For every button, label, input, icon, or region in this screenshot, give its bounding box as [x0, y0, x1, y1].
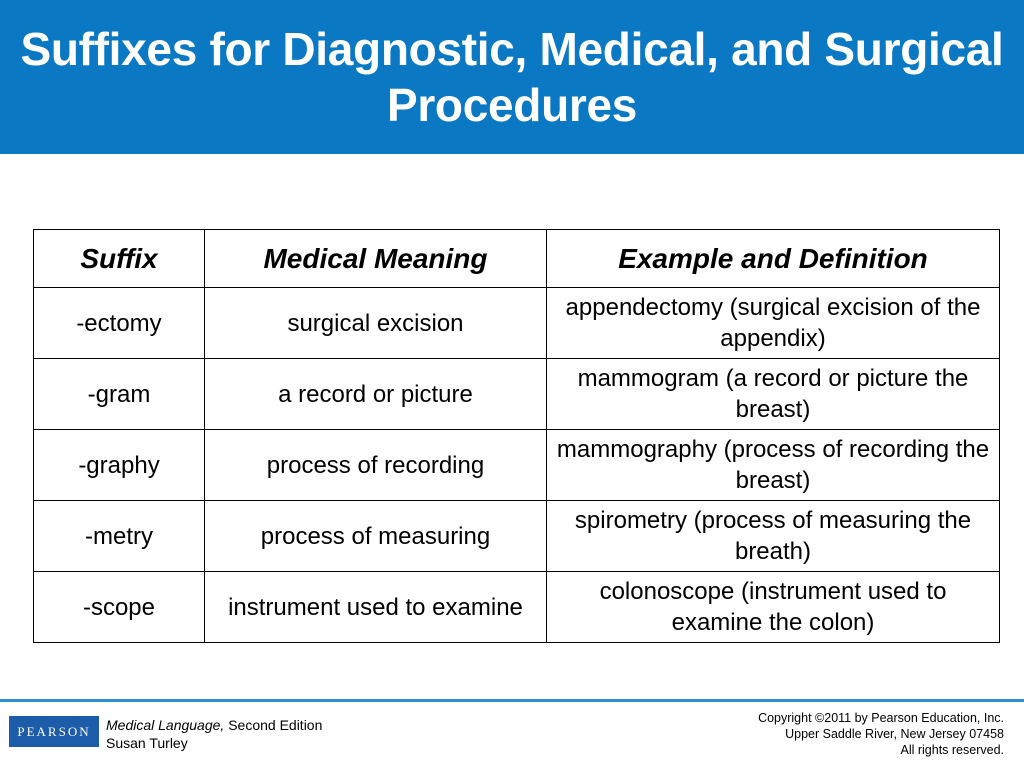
book-title: Medical Language, [106, 717, 225, 733]
pearson-logo: PEARSON [9, 716, 99, 747]
suffix-cell: -ectomy [34, 288, 205, 359]
book-author: Susan Turley [106, 735, 188, 751]
example-cell: spirometry (process of measuring the breath) [547, 501, 1000, 572]
table-row [34, 288, 1000, 359]
suffix-cell: -gram [34, 359, 205, 430]
book-edition: Second Edition [228, 717, 323, 733]
meaning-cell: a record or picture [205, 359, 547, 430]
meaning-cell: surgical excision [205, 288, 547, 359]
table-row [34, 572, 1000, 643]
book-credit [106, 716, 322, 752]
meaning-cell: process of recording [205, 430, 547, 501]
example-cell: appendectomy (surgical excision of the appendix) [547, 288, 1000, 359]
address-line: Upper Saddle River, New Jersey 07458 [785, 727, 1004, 741]
table-row [34, 501, 1000, 572]
rights-line: All rights reserved. [900, 743, 1004, 757]
copyright-line: Copyright ©2011 by Pearson Education, Inc. [758, 711, 1004, 725]
meaning-cell: process of measuring [205, 501, 547, 572]
table-row [34, 430, 1000, 501]
copyright-block [758, 710, 1004, 758]
suffix-cell: -metry [34, 501, 205, 572]
meaning-cell: instrument used to examine [205, 572, 547, 643]
table-row [34, 359, 1000, 430]
column-header-example: Example and Definition [547, 230, 1000, 288]
column-header-meaning: Medical Meaning [205, 230, 547, 288]
slide-header [0, 0, 1024, 154]
example-cell: mammogram (a record or picture the breast) [547, 359, 1000, 430]
example-cell: colonoscope (instrument used to examine the colon) [547, 572, 1000, 643]
table-header-row [34, 230, 1000, 288]
suffix-table [33, 229, 1000, 643]
suffix-cell: -scope [34, 572, 205, 643]
suffix-cell: -graphy [34, 430, 205, 501]
slide-title: Suffixes for Diagnostic, Medical, and Surgical Procedures [20, 23, 1004, 131]
example-cell: mammography (process of recording the breast) [547, 430, 1000, 501]
footer-divider [0, 699, 1024, 702]
column-header-suffix: Suffix [34, 230, 205, 288]
